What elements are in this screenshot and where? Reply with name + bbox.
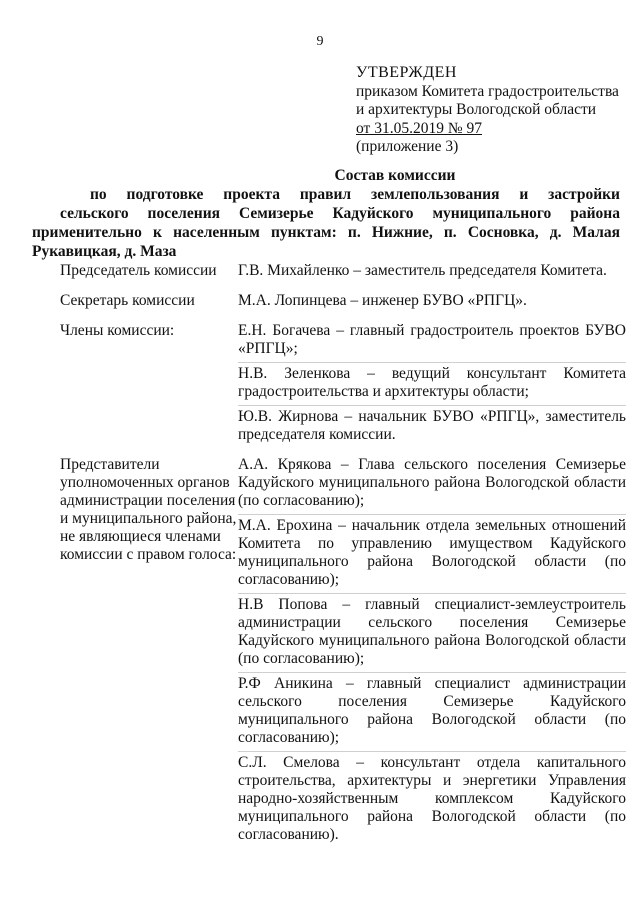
member-entry: С.Л. Смелова – консультант отдела капитального строительства, архитектуры и энергетики Управления народно-хозяйственным комплексом Кадуйского муниципального района Вологодской области (по согласованию). [238,754,626,843]
commission-composition [60,262,626,850]
role-members [238,262,626,286]
role-label: Председатель комиссии [60,262,217,279]
approval-line-2: и архитектуры Вологодской области [356,101,597,118]
title-line-5: Рукавицкая, д. Маза [32,243,177,260]
approval-order-date: от 31.05.2019 № 97 [356,119,482,137]
member-entry: Г.В. Михайленко – заместитель председателя Комитета. [238,262,607,279]
title-line-1: Состав комиссии [334,167,456,184]
member-entry: М.А. Лопинцева – инженер БУВО «РПГЦ». [238,292,527,309]
approval-appendix: (приложение 3) [356,138,459,155]
role-label: Члены комиссии: [60,322,175,339]
approval-block [356,64,626,157]
member-entry: Н.В. Зеленкова – ведущий консультант Комитета градостроительства и архитектуры области; [238,365,626,406]
approval-heading: УТВЕРЖДЕН [356,64,457,81]
member-entry: Ю.В. Жирнова – начальник БУВО «РПГЦ», заместитель председателя комиссии. [238,408,626,443]
approval-line-1: приказом Комитета градостроительства [356,82,619,100]
row-chairman [60,262,626,286]
role-members [238,322,626,450]
page-number: 9 [316,34,324,49]
title-line-2: по подготовке проекта правил землепользования и застройки [90,186,620,203]
member-entry: А.А. Крякова – Глава сельского поселения Семизерье Кадуйского муниципального района Вологодской области (по согласованию); [238,456,626,515]
member-entry: Н.В Попова – главный специалист-землеустроитель администрации сельского поселения Семизерье Кадуйского муниципального района Вологодской области (по согласованию); [238,596,626,673]
role-label: Секретарь комиссии [60,292,195,309]
row-representatives [60,456,626,850]
role-members [238,456,626,850]
member-entry: М.А. Ерохина – начальник отдела земельных отношений Комитета по управлению имуществом Кадуйского муниципального района Вологодской области (по согласованию); [238,517,626,594]
row-members [60,322,626,450]
role-label: Представители уполномоченных органов администрации поселения и муниципального района, не являющиеся членами комиссии с правом голоса: [60,456,237,563]
title-line-3: сельского поселения Семизерье Кадуйского муниципального района [60,205,620,222]
document-title [32,166,620,261]
title-line-4: применительно к населенным пунктам: п. Нижние, п. Сосновка, д. Малая [32,224,620,241]
member-entry: Е.Н. Богачева – главный градостроитель проектов БУВО «РПГЦ»; [238,322,626,363]
role-members [238,292,626,316]
member-entry: Р.Ф Аникина – главный специалист администрации сельского поселения Семизерье Кадуйского муниципального района Вологодской области (по согласованию); [238,675,626,752]
row-secretary [60,292,626,316]
